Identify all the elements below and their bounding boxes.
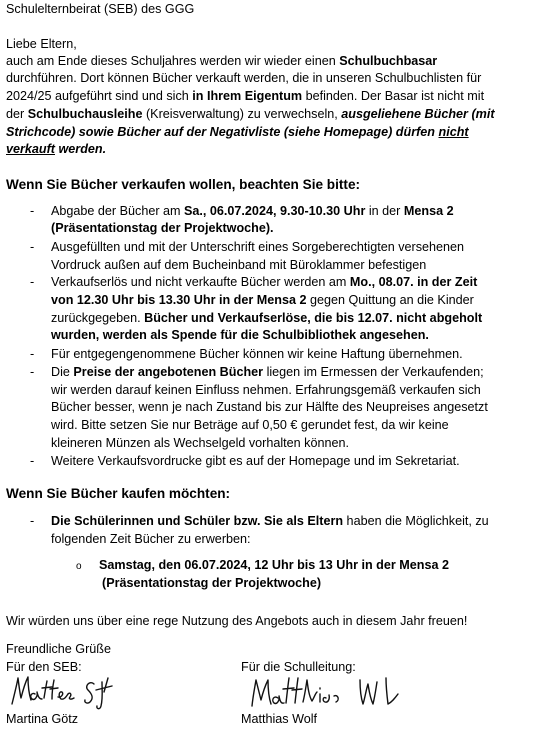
signer-name-left: Martina Götz <box>6 712 79 726</box>
list-dash: - <box>30 365 35 379</box>
list-dash: - <box>30 454 35 468</box>
closing-sentence: Wir würden uns über eine rege Nutzung des Angebots auch in diesem Jahr freuen! <box>6 614 468 628</box>
greeting: Freundliche Grüße <box>6 642 111 656</box>
list-item: Verkaufserlös und nicht verkaufte Bücher werden am Mo., 08.07. in der Zeit <box>51 275 478 289</box>
list-dash: - <box>30 514 35 528</box>
letter-header: Schulelternbeirat (SEB) des GGG <box>6 2 195 16</box>
list-item: Weitere Verkaufsvordrucke gibt es auf der Homepage und im Sekretariat. <box>51 454 460 468</box>
list-item: Abgabe der Bücher am Sa., 06.07.2024, 9.30-10.30 Uhr in der Mensa 2 <box>51 204 454 218</box>
letter-page: Schulelternbeirat (SEB) des GGG Liebe Eltern, auch am Ende dieses Schuljahres werden wir wieder einen Schulbuchbasar durchführen. Dort können Bücher verkauft werden, die in unseren Schulbuchlisten für 2024/25 aufgeführt sind und sich in Ihrem Eigentum befinden. Der Basar ist nicht mit der Schulbuchausleihe (Kreisverwaltung) zu verwechseln, ausgeliehene Bücher (mit Strichcode) sowie Bücher auf der Negativliste (siehe Homepage) dürfen nicht verkauft werden. Wenn Sie Bücher verkaufen wollen, beachten Sie bitte: - Abgabe der Bücher am Sa., 06.07.2024, 9.30-10.30 Uhr in der Mensa 2 (Präsentationstag der Projektwoche). - Ausgefüllten und mit der Unterschrift eines Sorgeberechtigten versehenen Vordruck außen auf dem Bucheinband mit Büroklammer befestigen - Verkaufserlös und nicht verkaufte Bücher werden am Mo., 08.07. in der Zeit von 12.30 Uhr bis 13.30 Uhr in der Mensa 2 gegen Quittung an die Kinder zurückgegeben. Bücher und Verkaufserlöse, die bis 12.07. nicht abgeholt wurden, werden als Spende für die Schulbibliothek angesehen. - Für entgegengenommene Bücher können wir keine Haftung übernehmen. - Die Preise der angebotenen Bücher liegen im Ermessen der Verkaufenden; wir werden darauf keinen Einfluss nehmen. Erfahrungsgemäß verkaufen sich Bücher besser, wenn je nach Zustand bis zur Hälfte des Neupreises angesetzt wird. Bitte setzen Sie nur Beträge auf 0,50 € gerundet fest, da wir keine kleineren Münzen als Wechselgeld vorhalten können. - Weitere Verkaufsvordrucke gibt es auf der Homepage und im Sekretariat. Wenn Sie Bücher kaufen möchten: - Die Schülerinnen und Schüler bzw. Sie als Eltern haben die Möglichkeit, zu folgenden Zeit Bücher zu erwerben: o Samstag, den 06.07.2024, 12 Uhr bis 13 Uhr in der Mensa 2 (Präsentationstag der Projektwoche) Wir würden uns über eine rege Nutzung des Angebots auch in diesem Jahr freuen! Freundliche Grüße Für den SEB: Für die Schulleitung: Martina Götz Matthias Wolf <box>6 2 495 726</box>
salutation: Liebe Eltern, <box>6 37 77 51</box>
signer-role-left: Für den SEB: <box>6 660 82 674</box>
buy-heading: Wenn Sie Bücher kaufen möchten: <box>6 486 231 501</box>
signer-role-right: Für die Schulleitung: <box>241 660 356 674</box>
list-item: Samstag, den 06.07.2024, 12 Uhr bis 13 Uhr in der Mensa 2 <box>99 558 449 572</box>
signer-name-right: Matthias Wolf <box>241 712 318 726</box>
list-dash: - <box>30 240 35 254</box>
list-item: Die Schülerinnen und Schüler bzw. Sie als Eltern haben die Möglichkeit, zu <box>51 514 489 528</box>
list-dash: - <box>30 204 35 218</box>
signature-left <box>8 672 128 712</box>
sell-heading: Wenn Sie Bücher verkaufen wollen, beachten Sie bitte: <box>6 177 361 192</box>
signature-right <box>248 674 418 714</box>
list-item: Für entgegengenommene Bücher können wir keine Haftung übernehmen. <box>51 347 463 361</box>
list-dash: - <box>30 275 35 289</box>
list-dash: - <box>30 347 35 361</box>
sub-bullet: o <box>76 561 82 572</box>
list-item: Die Preise der angebotenen Bücher liegen im Ermessen der Verkaufenden; <box>51 365 484 379</box>
list-item: Ausgefüllten und mit der Unterschrift eines Sorgeberechtigten versehenen <box>51 240 465 254</box>
